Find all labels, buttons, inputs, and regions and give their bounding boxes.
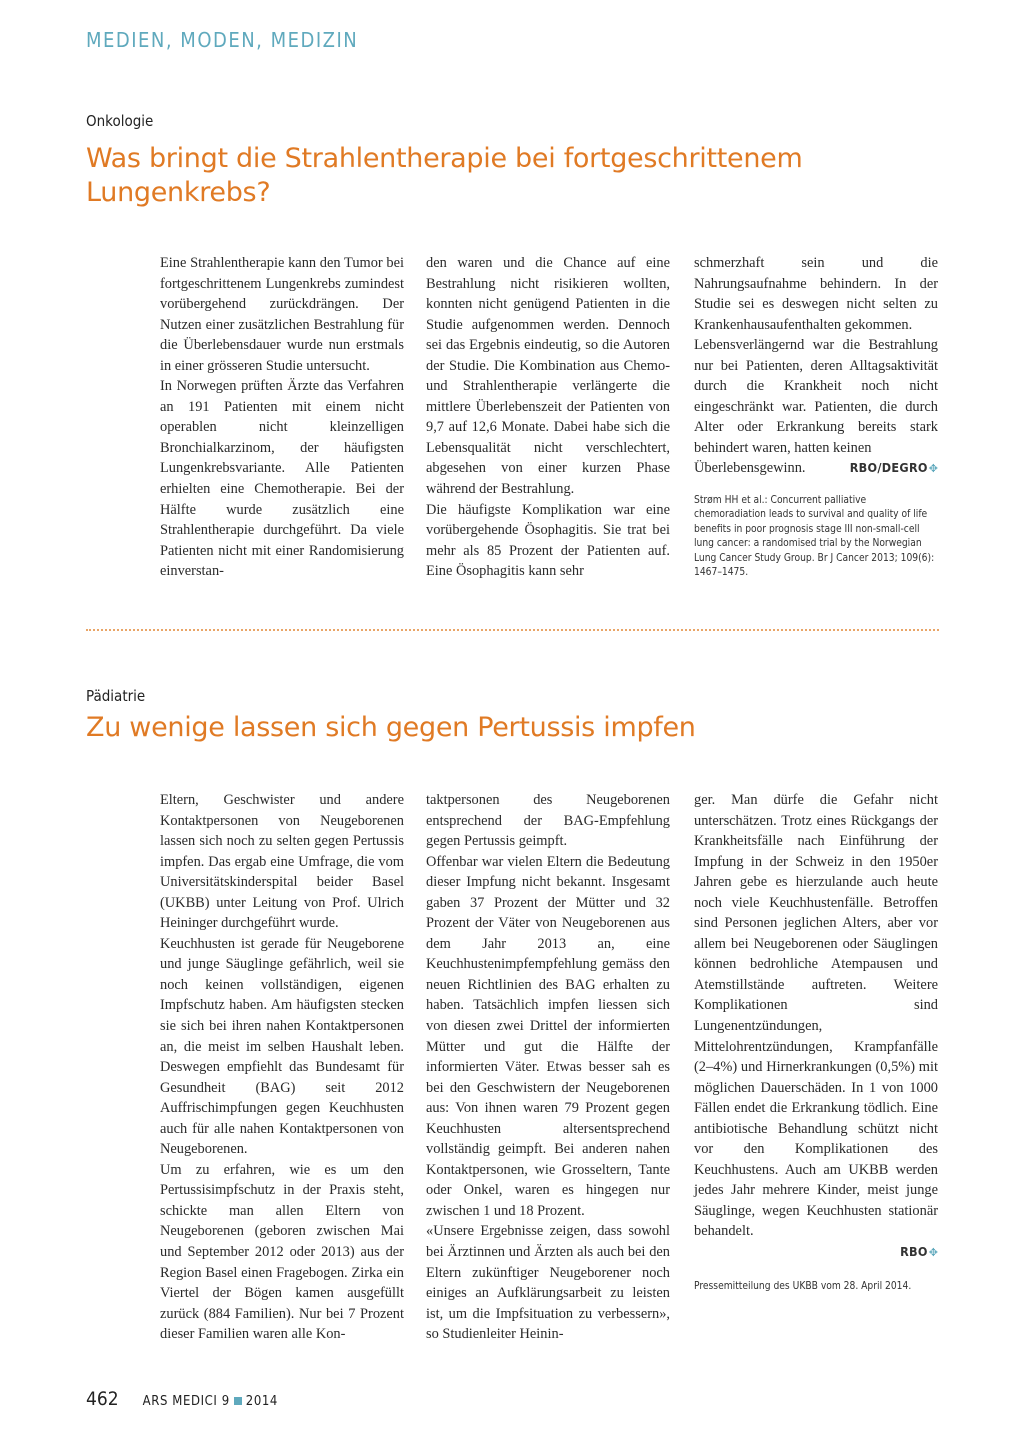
article2-column-1: [160, 790, 404, 1345]
article1-kicker: Onkologie: [86, 112, 154, 130]
diamond-icon: ✥: [928, 463, 938, 476]
author-signature: RBO: [900, 1244, 928, 1260]
signature-row: [694, 458, 938, 480]
paragraph: «Unsere Ergebnisse zeigen, dass sowohl bei Ärztinnen und Ärzten als auch bei den Eltern zukünftiger Neugeborener noch einiges an Aufklärungsarbeit zu leisten ist, um die Impfsituation zu verbessern», so Studienleiter Heinin-: [426, 1223, 670, 1343]
paragraph: Lebensverlängernd war die Bestrahlung nur bei Patienten, deren Alltagsaktivität durch die Krankheit noch nicht eingeschränkt war. Patienten, die durch Alter oder Erkrankung bereits stark behindert waren, hatten keinen: [694, 337, 938, 456]
article2-kicker: Pädiatrie: [86, 687, 146, 705]
diamond-icon: ✥: [928, 1247, 938, 1260]
paragraph: Eltern, Geschwister und andere Kontaktpersonen von Neugeborenen lassen sich noch zu selten gegen Pertussis impfen. Das ergab eine Umfrage, die vom Universitätskinderspital beider Basel (UKBB) unter Leitung von Prof. Ulrich Heininger durchgeführt wurde.: [160, 792, 404, 932]
reference: Pressemitteilung des UKBB vom 28. April 2014.: [694, 1280, 912, 1292]
article1-column-3: [694, 253, 938, 580]
journal-year: 2014: [245, 1394, 278, 1409]
article1-title: Was bringt die Strahlentherapie bei fortgeschrittenem Lungenkrebs?: [86, 143, 803, 208]
paragraph: Um zu erfahren, wie es um den Pertussisimpfschutz in der Praxis steht, schickte man allen Eltern von Neugeborenen (geboren zwischen Mai und September 2012 oder 2013) aus der Region Basel einen Fragebogen. Zirka ein Viertel der Bögen kamen ausgefüllt zurück (884 Familien). Nur bei 7 Prozent dieser Familien waren alle Kon-: [160, 1161, 404, 1343]
square-icon: [234, 1397, 242, 1405]
paragraph: taktpersonen des Neugeborenen entsprechend der BAG-Empfehlung gegen Pertussis geimpft.: [426, 792, 670, 850]
journal-name: [143, 1394, 278, 1409]
paragraph: Die häufigste Komplikation war eine vorübergehende Ösophagitis. Sie trat bei mehr als 85 Prozent der Patienten auf. Eine Ösophagitis kann sehr: [426, 501, 670, 580]
journal-title: ARS MEDICI 9: [142, 1394, 230, 1409]
article1-column-1: [160, 253, 404, 582]
paragraph: den waren und die Chance auf eine Bestrahlung nicht risikieren wollten, konnten nicht genügend Patienten in die Studie aufgenommen werden. Dennoch sei das Ergebnis eindeutig, so die Autoren der Studie. Die Kombination aus Chemo- und Strahlentherapie verlängerte die mittlere Überlebenszeit der Patienten von 9,7 auf 12,6 Monate. Dabei habe sich die Lebensqualität nicht verschlechtert, abgesehen von einer kurzen Phase während der Bestrahlung.: [426, 255, 670, 498]
page-footer: [86, 1388, 278, 1410]
paragraph: Offenbar war vielen Eltern die Bedeutung dieser Impfung nicht bekannt. Insgesamt gaben 37 Prozent der Mütter und 32 Prozent der Väter von Neugeborenen aus dem Jahr 2013 an, eine Keuchhustenimpfempfehlung gemäss den neuen Richtlinien des BAG erhalten zu haben. Tatsächlich impfen liessen sich von diesen zwei Drittel der informierten Mütter und gut die Hälfte der informierten Väter. Etwas besser sah es bei den Geschwistern der Neugeborenen aus: Von ihnen waren 79 Prozent gegen Keuchhusten altersentsprechend vollständig geimpft. Bei anderen nahen Kontaktpersonen, wie Grosseltern, Tante oder Onkel, waren es hingegen nur zwischen 1 und 18 Prozent.: [426, 853, 670, 1219]
paragraph: schmerzhaft sein und die Nahrungsaufnahme behindern. In der Studie sei es deswegen nicht selten zu Krankenhausaufenthalten gekommen.: [694, 255, 938, 333]
paragraph: In Norwegen prüften Ärzte das Verfahren an 191 Patienten mit einem nicht operablen nicht kleinzelligen Bronchialkarzinom, der häufigsten Lungenkrebsvariante. Alle Patienten erhielten eine Chemotherapie. Bei der Hälfte wurde zusätzlich eine Strahlentherapie durchgeführt. Da viele Patienten nicht mit einer Randomisierung einverstan-: [160, 378, 404, 580]
paragraph: Keuchhusten ist gerade für Neugeborene und junge Säuglinge gefährlich, weil sie noch keinen vollständigen, eigenen Impfschutz haben. Am häufigsten stecken sie sich bei ihren nahen Kontaktpersonen an, die meist im selben Haushalt leben. Deswegen empfiehlt das Bundesamt für Gesundheit (BAG) seit 2012 Auffrischimpfungen gegen Keuchhusten auch für alle nahen Kontaktpersonen von Neugeborenen.: [160, 935, 404, 1158]
section-divider: [86, 629, 939, 631]
article2-title: Zu wenige lassen sich gegen Pertussis impfen: [86, 712, 696, 743]
paragraph: ger. Man dürfe die Gefahr nicht unterschätzen. Trotz eines Rückgangs der Krankheitsfälle nach Einführung der Impfung in der Schweiz in den 1950er Jahren gebe es hierzulande auch heute noch viele Keuchhustenfälle. Betroffen sind Personen jeglichen Alters, aber vor allem bei Neugeborenen oder Säuglingen können bedrohliche Atempausen und Atemstillstände auftreten. Weitere Komplikationen sind Lungenentzündungen, Mittelohrentzündungen, Krampfanfälle (2–4%) und Hirnerkrankungen (0,5%) mit möglichen Dauerschäden. In 1 von 1000 Fällen endet die Erkrankung tödlich. Eine antibiotische Behandlung schützt nicht vor den Komplikationen des Keuchhustens. Auch am UKBB werden jedes Jahr mehrere Kinder, meist junge Säuglinge, wegen Keuchhusten stationär behandelt.: [694, 792, 938, 1240]
author-signature: RBO/DEGRO: [849, 460, 928, 476]
article2-column-2: [426, 790, 670, 1345]
paragraph: Eine Strahlentherapie kann den Tumor bei fortgeschrittenem Lungenkrebs zumindest vorübergehend zurückdrängen. Der Nutzen einer zusätzlichen Bestrahlung für die Überlebensdauer wurde nun erstmals in einer grösseren Studie untersucht.: [160, 255, 404, 374]
section-label: MEDIEN, MODEN, MEDIZIN: [86, 28, 359, 52]
article2-column-3: [694, 790, 938, 1294]
signature-row: [694, 1242, 938, 1264]
paragraph-end: Überlebensgewinn.: [694, 460, 806, 477]
article1-column-2: [426, 253, 670, 582]
page-number: 462: [86, 1388, 119, 1410]
reference: Strøm HH et al.: Concurrent palliative chemoradiation leads to survival and quality of life benefits in poor prognosis stage III non-small-cell lung cancer: a randomised trial by the Norwegian Lung Cancer Study Group. Br J Cancer 2013; 109(6): 1467–1475.: [694, 495, 935, 579]
